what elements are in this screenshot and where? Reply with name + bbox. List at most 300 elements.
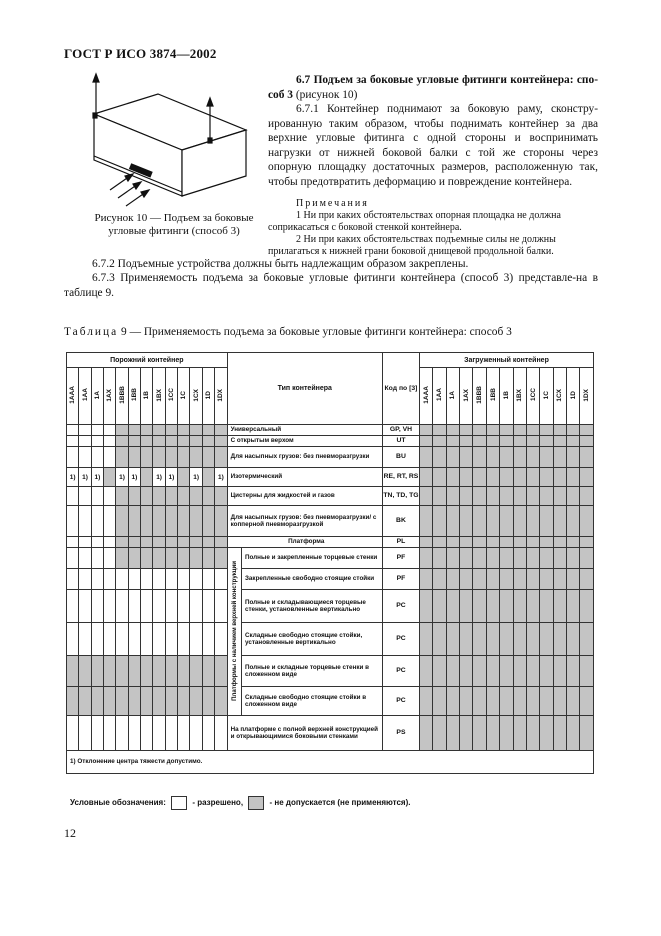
empty-cell xyxy=(141,656,153,687)
size-header-cell xyxy=(486,368,499,425)
container-type: Цистерны для жидкостей и газов xyxy=(227,487,382,506)
empty-cell xyxy=(190,537,202,548)
empty-cell xyxy=(116,623,128,656)
loaded-cell xyxy=(433,537,446,548)
empty-cell xyxy=(153,436,165,447)
empty-cell xyxy=(190,425,202,436)
empty-cell xyxy=(128,569,140,590)
empty-cell xyxy=(178,656,190,687)
empty-cell xyxy=(215,468,227,487)
loaded-cell xyxy=(473,506,486,537)
table-row xyxy=(67,569,594,590)
loaded-container-header: Загруженный контейнер xyxy=(419,353,593,368)
empty-cell xyxy=(128,687,140,716)
empty-cell xyxy=(141,468,153,487)
container-code: PS xyxy=(382,716,419,751)
empty-cell xyxy=(141,425,153,436)
loaded-cell xyxy=(500,487,513,506)
empty-cell xyxy=(153,506,165,537)
loaded-cell xyxy=(419,425,432,436)
empty-cell xyxy=(153,447,165,468)
size-header-cell xyxy=(500,368,513,425)
loaded-cell xyxy=(567,548,580,569)
size-label: 1D xyxy=(569,390,577,400)
table-caption-text: 9 — Применяемость подъема за боковые угловые фитинги контейнера: способ 3 xyxy=(118,326,512,338)
container-lift-diagram xyxy=(70,72,260,212)
loaded-cell xyxy=(567,487,580,506)
empty-cell xyxy=(116,447,128,468)
size-label: 1AA xyxy=(436,388,444,402)
loaded-cell xyxy=(500,623,513,656)
loaded-cell xyxy=(500,436,513,447)
empty-cell xyxy=(190,487,202,506)
loaded-cell xyxy=(526,468,539,487)
loaded-cell xyxy=(553,716,566,751)
container-type: Платформа xyxy=(227,537,382,548)
empty-cell xyxy=(91,506,103,537)
table-row xyxy=(67,506,594,537)
size-label: 1B xyxy=(502,390,510,400)
empty-cell xyxy=(178,569,190,590)
empty-cell xyxy=(153,548,165,569)
container-type: Складные свободно стоящие стойки, установленные вертикально xyxy=(241,623,382,656)
empty-cell xyxy=(165,468,177,487)
size-label: 1BBB xyxy=(476,386,484,404)
loaded-cell xyxy=(567,716,580,751)
empty-cell xyxy=(79,623,91,656)
empty-cell xyxy=(128,447,140,468)
empty-cell xyxy=(202,506,214,537)
loaded-cell xyxy=(513,687,526,716)
empty-cell xyxy=(67,447,79,468)
size-header-cell xyxy=(553,368,566,425)
loaded-cell xyxy=(540,468,553,487)
loaded-cell xyxy=(553,548,566,569)
loaded-cell xyxy=(553,425,566,436)
empty-cell xyxy=(91,656,103,687)
empty-cell xyxy=(128,590,140,623)
loaded-cell xyxy=(567,506,580,537)
empty-cell xyxy=(153,590,165,623)
loaded-cell xyxy=(446,656,459,687)
empty-cell xyxy=(67,623,79,656)
empty-cell xyxy=(91,468,103,487)
loaded-cell xyxy=(580,590,594,623)
empty-cell xyxy=(79,537,91,548)
loaded-cell xyxy=(513,447,526,468)
loaded-cell xyxy=(580,506,594,537)
empty-cell xyxy=(116,548,128,569)
footnote-mark: 1) xyxy=(168,473,175,481)
empty-cell xyxy=(91,623,103,656)
loaded-cell xyxy=(553,447,566,468)
table-row xyxy=(67,716,594,751)
loaded-cell xyxy=(473,468,486,487)
code-header: Код по [3] xyxy=(382,353,419,425)
loaded-cell xyxy=(419,623,432,656)
empty-cell xyxy=(141,548,153,569)
size-header-cell xyxy=(165,368,177,425)
legend-label: Условные обозначения: xyxy=(70,798,166,808)
empty-cell xyxy=(141,716,153,751)
container-code: PC xyxy=(382,656,419,687)
container-code: PC xyxy=(382,623,419,656)
empty-cell xyxy=(91,487,103,506)
loaded-cell xyxy=(486,656,499,687)
empty-cell xyxy=(104,506,116,537)
platform-group-label: Платформы с наличием верхней конструкции xyxy=(230,560,238,701)
empty-cell xyxy=(165,656,177,687)
loaded-cell xyxy=(580,569,594,590)
empty-cell xyxy=(178,537,190,548)
loaded-cell xyxy=(540,487,553,506)
loaded-cell xyxy=(567,569,580,590)
loaded-cell xyxy=(526,590,539,623)
container-type: На платформе с полной верхней конструкцией и открывающимися боковыми стенками xyxy=(227,716,382,751)
empty-cell xyxy=(104,447,116,468)
loaded-cell xyxy=(446,436,459,447)
empty-cell xyxy=(116,468,128,487)
container-code: TN, TD, TG xyxy=(382,487,419,506)
size-header-cell xyxy=(580,368,594,425)
empty-cell xyxy=(67,656,79,687)
empty-cell xyxy=(67,506,79,537)
size-label: 1CX xyxy=(192,388,200,402)
empty-cell xyxy=(116,537,128,548)
loaded-cell xyxy=(446,716,459,751)
size-label: 1AAA xyxy=(69,386,77,404)
empty-cell xyxy=(141,436,153,447)
empty-cell xyxy=(104,436,116,447)
loaded-cell xyxy=(580,656,594,687)
container-code: PF xyxy=(382,569,419,590)
size-header-cell xyxy=(419,368,432,425)
size-label: 1A xyxy=(93,390,101,400)
size-header-cell xyxy=(540,368,553,425)
empty-cell xyxy=(178,425,190,436)
loaded-cell xyxy=(526,716,539,751)
loaded-cell xyxy=(486,687,499,716)
empty-cell xyxy=(165,687,177,716)
loaded-cell xyxy=(473,436,486,447)
loaded-cell xyxy=(460,590,473,623)
container-type: Складные свободно стоящие стойки в сложенном виде xyxy=(241,687,382,716)
empty-cell xyxy=(153,425,165,436)
container-type: Изотермический xyxy=(227,468,382,487)
empty-cell xyxy=(67,425,79,436)
container-code: PF xyxy=(382,548,419,569)
size-header-cell xyxy=(202,368,214,425)
loaded-cell xyxy=(446,548,459,569)
size-header-cell xyxy=(91,368,103,425)
size-label: 1C xyxy=(543,390,551,400)
loaded-cell xyxy=(553,487,566,506)
table-row xyxy=(67,436,594,447)
empty-cell xyxy=(153,656,165,687)
loaded-cell xyxy=(486,436,499,447)
empty-cell xyxy=(153,716,165,751)
legend-allowed-swatch xyxy=(171,796,187,810)
empty-cell xyxy=(128,537,140,548)
size-header-cell xyxy=(190,368,202,425)
empty-cell xyxy=(141,487,153,506)
empty-cell xyxy=(91,537,103,548)
loaded-cell xyxy=(446,447,459,468)
loaded-cell xyxy=(553,537,566,548)
loaded-cell xyxy=(473,487,486,506)
empty-cell xyxy=(116,716,128,751)
empty-cell xyxy=(215,623,227,656)
empty-cell xyxy=(178,687,190,716)
loaded-cell xyxy=(500,468,513,487)
paragraph-6-7-3: 6.7.3 Применяемость подъема за боковые угловые фитинги контейнера (способ 3) представле-на в таблице 9. xyxy=(64,272,598,299)
section-heading-cont: соб 3 xyxy=(268,88,293,101)
empty-cell xyxy=(153,487,165,506)
loaded-cell xyxy=(526,687,539,716)
empty-cell xyxy=(165,447,177,468)
loaded-cell xyxy=(540,436,553,447)
empty-cell xyxy=(104,569,116,590)
container-type: С открытым верхом xyxy=(227,436,382,447)
empty-cell xyxy=(153,537,165,548)
loaded-cell xyxy=(433,656,446,687)
empty-cell xyxy=(190,436,202,447)
loaded-cell xyxy=(460,656,473,687)
table-row xyxy=(67,590,594,623)
loaded-cell xyxy=(513,548,526,569)
size-label: 1B xyxy=(143,390,151,400)
loaded-cell xyxy=(460,548,473,569)
empty-cell xyxy=(67,436,79,447)
loaded-cell xyxy=(553,506,566,537)
loaded-cell xyxy=(446,425,459,436)
empty-cell xyxy=(190,716,202,751)
empty-cell xyxy=(178,468,190,487)
loaded-cell xyxy=(580,447,594,468)
loaded-cell xyxy=(513,590,526,623)
empty-cell xyxy=(104,425,116,436)
loaded-cell xyxy=(526,425,539,436)
empty-cell xyxy=(116,425,128,436)
empty-cell xyxy=(165,436,177,447)
empty-cell xyxy=(215,569,227,590)
loaded-cell xyxy=(553,468,566,487)
empty-cell xyxy=(104,687,116,716)
empty-cell xyxy=(104,716,116,751)
loaded-cell xyxy=(513,656,526,687)
legend xyxy=(70,796,410,810)
empty-cell xyxy=(165,537,177,548)
loaded-cell xyxy=(526,436,539,447)
loaded-cell xyxy=(460,487,473,506)
table-row xyxy=(67,687,594,716)
empty-cell xyxy=(165,425,177,436)
loaded-cell xyxy=(540,687,553,716)
size-label: 1AX xyxy=(462,388,470,402)
empty-cell xyxy=(104,656,116,687)
empty-cell xyxy=(202,537,214,548)
empty-cell xyxy=(178,590,190,623)
size-label: 1C xyxy=(180,390,188,400)
legend-forbidden-swatch xyxy=(248,796,264,810)
loaded-cell xyxy=(500,656,513,687)
loaded-cell xyxy=(567,687,580,716)
size-label: 1AAA xyxy=(422,386,430,404)
empty-cell xyxy=(104,590,116,623)
loaded-cell xyxy=(526,569,539,590)
size-label: 1DX xyxy=(583,388,591,402)
notes-block xyxy=(268,198,598,258)
empty-cell xyxy=(104,468,116,487)
loaded-cell xyxy=(567,537,580,548)
loaded-cell xyxy=(553,569,566,590)
loaded-cell xyxy=(486,716,499,751)
empty-cell xyxy=(202,716,214,751)
empty-cell xyxy=(91,447,103,468)
empty-cell xyxy=(79,656,91,687)
empty-cell xyxy=(141,537,153,548)
empty-cell xyxy=(128,548,140,569)
loaded-cell xyxy=(500,716,513,751)
empty-cell xyxy=(91,687,103,716)
loaded-cell xyxy=(460,447,473,468)
table-row xyxy=(67,447,594,468)
table-row xyxy=(67,548,594,569)
size-header-cell xyxy=(460,368,473,425)
loaded-cell xyxy=(473,590,486,623)
empty-cell xyxy=(215,425,227,436)
empty-cell xyxy=(178,447,190,468)
loaded-cell xyxy=(446,506,459,537)
loaded-cell xyxy=(540,656,553,687)
note-2: 2 Ни при каких обстоятельствах подъемные силы не должны прилагаться к нижней грани боковой днищевой продольной балки. xyxy=(268,234,556,257)
empty-cell xyxy=(104,487,116,506)
loaded-cell xyxy=(460,468,473,487)
loaded-cell xyxy=(419,487,432,506)
empty-cell xyxy=(215,687,227,716)
container-type: Закрепленные свободно стоящие стойки xyxy=(241,569,382,590)
size-header-cell xyxy=(446,368,459,425)
notes-title: Примечания xyxy=(296,198,369,209)
empty-cell xyxy=(116,436,128,447)
loaded-cell xyxy=(446,468,459,487)
note-1: 1 Ни при каких обстоятельствах опорная площадка не должна соприкасаться с боковой стенкой контейнера. xyxy=(268,210,561,233)
loaded-cell xyxy=(500,569,513,590)
empty-cell xyxy=(190,447,202,468)
size-header-cell xyxy=(153,368,165,425)
container-code: GP, VH xyxy=(382,425,419,436)
footnote-mark: 1) xyxy=(217,473,224,481)
loaded-cell xyxy=(446,487,459,506)
loaded-cell xyxy=(567,623,580,656)
section-6-7 xyxy=(268,73,598,189)
loaded-cell xyxy=(486,537,499,548)
empty-cell xyxy=(165,716,177,751)
loaded-cell xyxy=(526,506,539,537)
loaded-cell xyxy=(486,468,499,487)
size-label: 1CX xyxy=(556,388,564,402)
footnote-mark: 1) xyxy=(82,473,88,481)
empty-cell xyxy=(91,716,103,751)
empty-cell xyxy=(67,716,79,751)
size-label: 1BB xyxy=(130,388,138,402)
loaded-cell xyxy=(567,425,580,436)
loaded-cell xyxy=(580,623,594,656)
size-label: 1BB xyxy=(489,388,497,402)
size-label: 1A xyxy=(449,390,457,400)
empty-cell xyxy=(79,716,91,751)
loaded-cell xyxy=(419,436,432,447)
loaded-cell xyxy=(473,447,486,468)
loaded-cell xyxy=(580,548,594,569)
empty-cell xyxy=(67,590,79,623)
loaded-cell xyxy=(433,548,446,569)
loaded-cell xyxy=(486,548,499,569)
size-header-cell xyxy=(178,368,190,425)
loaded-cell xyxy=(446,569,459,590)
legend-allowed: - разрешено, xyxy=(190,798,244,808)
footnote-row xyxy=(67,751,594,774)
footnote-mark: 1) xyxy=(193,473,199,481)
container-type: Полные и складывающиеся торцевые стенки, установленные вертикально xyxy=(241,590,382,623)
loaded-cell xyxy=(500,590,513,623)
loaded-cell xyxy=(513,506,526,537)
figure-10-drawing xyxy=(70,72,260,212)
size-header-cell xyxy=(79,368,91,425)
loaded-cell xyxy=(419,590,432,623)
empty-cell xyxy=(91,548,103,569)
empty-cell xyxy=(79,447,91,468)
empty-cell xyxy=(128,425,140,436)
empty-cell xyxy=(190,548,202,569)
empty-cell xyxy=(202,487,214,506)
loaded-cell xyxy=(460,425,473,436)
footnote-mark: 1) xyxy=(94,473,101,481)
empty-cell xyxy=(165,569,177,590)
empty-cell xyxy=(190,506,202,537)
empty-cell xyxy=(202,569,214,590)
paragraph-6-7-2: 6.7.2 Подъемные устройства должны быть надлежащим образом закреплены. xyxy=(92,258,469,270)
size-label: 1CC xyxy=(167,388,175,402)
container-code: BK xyxy=(382,506,419,537)
empty-cell xyxy=(215,506,227,537)
size-header-cell xyxy=(67,368,79,425)
figure-caption-line2: угловые фитинги (способ 3) xyxy=(108,225,240,237)
loaded-cell xyxy=(553,590,566,623)
empty-cell xyxy=(178,716,190,751)
loaded-cell xyxy=(433,468,446,487)
section-heading-tail: (рисунок 10) xyxy=(293,88,358,101)
empty-cell xyxy=(91,590,103,623)
empty-cell xyxy=(128,656,140,687)
loaded-cell xyxy=(446,537,459,548)
loaded-cell xyxy=(526,487,539,506)
empty-cell xyxy=(67,569,79,590)
loaded-cell xyxy=(513,623,526,656)
empty-cell xyxy=(202,425,214,436)
empty-cell xyxy=(67,537,79,548)
empty-cell xyxy=(202,436,214,447)
container-code: RE, RT, RS xyxy=(382,468,419,487)
empty-cell xyxy=(116,590,128,623)
empty-cell xyxy=(178,506,190,537)
empty-cell xyxy=(79,468,91,487)
loaded-cell xyxy=(433,506,446,537)
loaded-cell xyxy=(513,425,526,436)
loaded-cell xyxy=(486,425,499,436)
empty-cell xyxy=(202,687,214,716)
container-type: Универсальный xyxy=(227,425,382,436)
